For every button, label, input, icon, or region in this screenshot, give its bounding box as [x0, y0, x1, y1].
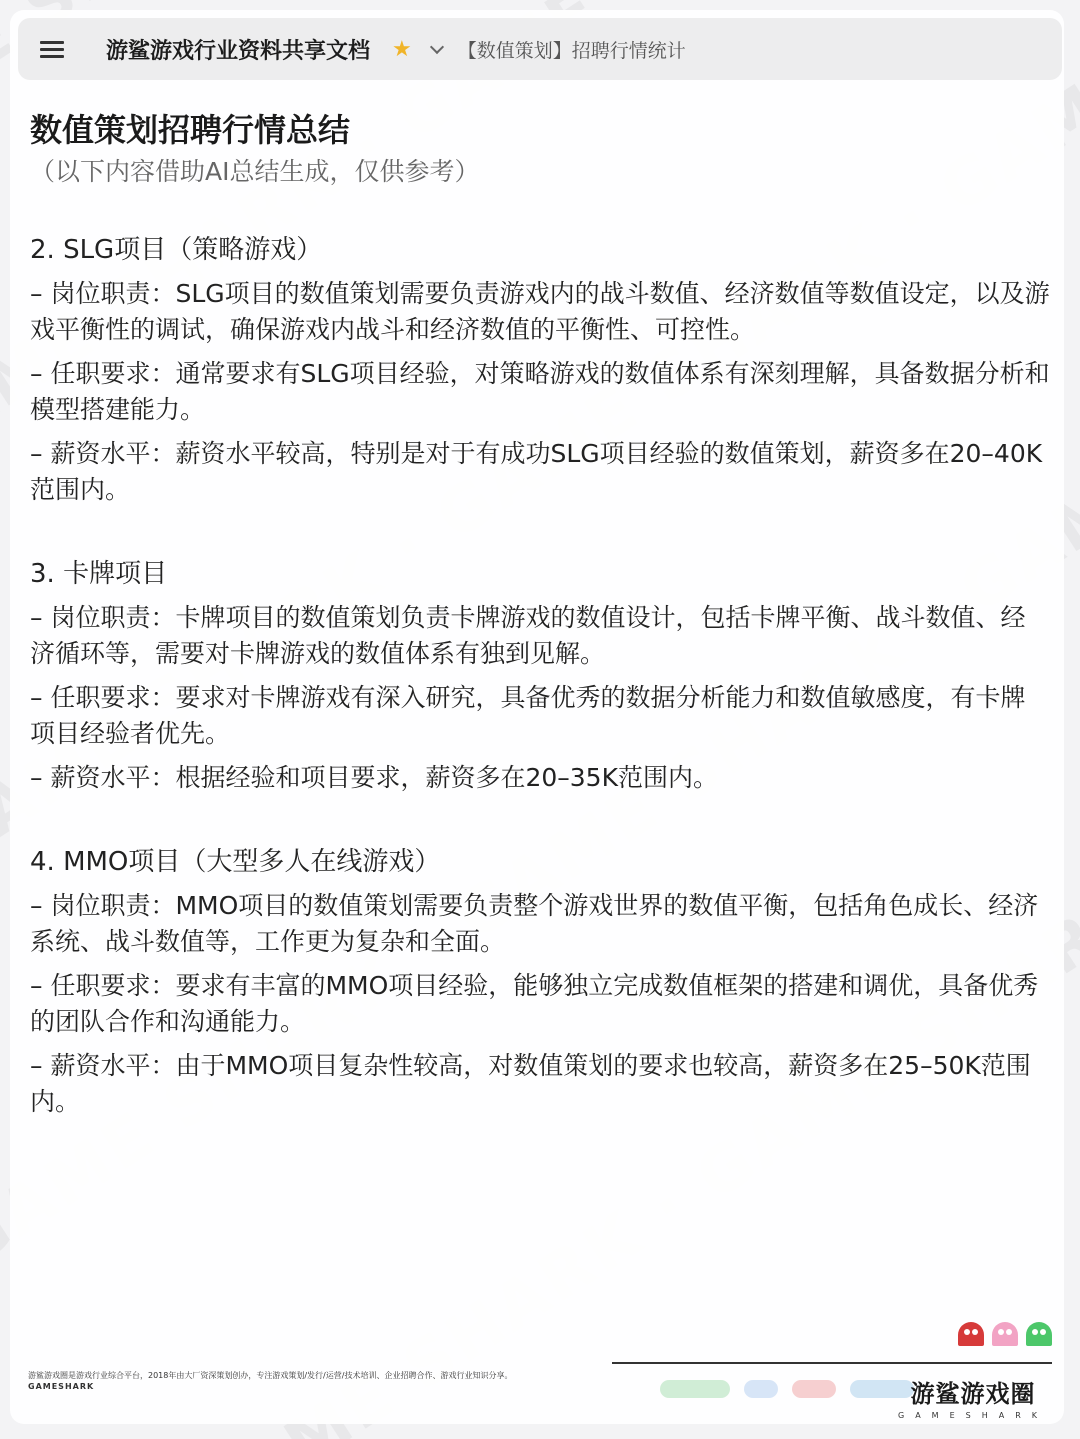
- page-subtitle: （以下内容借助AI总结生成，仅供参考）: [30, 157, 480, 186]
- duty-paragraph: – 岗位职责：卡牌项目的数值策划负责卡牌游戏的数值设计，包括卡牌平衡、战斗数值、经济循环等，需要对卡牌游戏的数值体系有独到见解。: [30, 603, 1026, 668]
- document-content: [30, 108, 1050, 1128]
- requirement-paragraph: – 任职要求：要求有丰富的MMO项目经验，能够独立完成数值框架的搭建和调优，具备优秀的团队合作和沟通能力。: [30, 971, 1039, 1036]
- partner-logo-icon: [744, 1380, 778, 1398]
- brand-logo-cn: 游鲨游戏圈: [910, 1380, 1036, 1408]
- partner-logo-icon: [660, 1380, 730, 1398]
- divider: [612, 1362, 1052, 1364]
- salary-paragraph: – 薪资水平：薪资水平较高，特别是对于有成功SLG项目经验的数值策划，薪资多在20–40K范围内。: [30, 439, 1043, 504]
- section-title: 3. 卡牌项目: [30, 559, 168, 589]
- brand-logo: [898, 1374, 1048, 1420]
- hamburger-menu-icon[interactable]: [40, 39, 66, 59]
- footer-logo-area: [612, 1322, 1052, 1422]
- salary-paragraph: – 薪资水平：根据经验和项目要求，薪资多在20–35K范围内。: [30, 763, 718, 792]
- section-title: 2. SLG项目（策略游戏）: [30, 235, 323, 265]
- salary-paragraph: – 薪资水平：由于MMO项目复杂性较高，对数值策划的要求也较高，薪资多在25–50K范围内。: [30, 1051, 1031, 1116]
- section-slg: [30, 232, 1050, 508]
- section-title: 4. MMO项目（大型多人在线游戏）: [30, 847, 441, 877]
- star-icon[interactable]: ★: [392, 36, 412, 62]
- doc-path[interactable]: 【数值策划】招聘行情统计: [457, 39, 686, 62]
- green-ghost-icon: [1026, 1322, 1052, 1346]
- duty-paragraph: – 岗位职责：MMO项目的数值策划需要负责整个游戏世界的数值平衡，包括角色成长、经济系统、战斗数值等，工作更为复杂和全面。: [30, 891, 1039, 956]
- section-mmo: [30, 844, 1050, 1120]
- footer-brand: GAMESHARK: [28, 1382, 95, 1391]
- duty-paragraph: – 岗位职责：SLG项目的数值策划需要负责游戏内的战斗数值、经济数值等数值设定，以及游戏平衡性的调试，确保游戏内战斗和经济数值的平衡性、可控性。: [30, 279, 1050, 344]
- partner-logo-icon: [792, 1380, 836, 1398]
- partner-logos: [660, 1380, 914, 1398]
- top-bar: [18, 18, 1062, 80]
- pink-ghost-icon: [992, 1322, 1018, 1346]
- requirement-paragraph: – 任职要求：通常要求有SLG项目经验，对策略游戏的数值体系有深刻理解，具备数据分析和模型搭建能力。: [30, 359, 1050, 424]
- section-card: [30, 556, 1050, 796]
- ghost-icons: [958, 1322, 1052, 1346]
- footer-description: 游鲨游戏圈是游戏行业综合平台，2018年由大厂资深策划创办，专注游戏策划/发行/运营/技术培训、企业招聘合作、游戏行业知识分享。: [28, 1371, 513, 1380]
- red-ghost-icon: [958, 1322, 984, 1346]
- requirement-paragraph: – 任职要求：要求对卡牌游戏有深入研究，具备优秀的数据分析能力和数值敏感度，有卡牌项目经验者优先。: [30, 683, 1026, 748]
- chevron-down-icon[interactable]: [430, 39, 444, 53]
- page-title: 数值策划招聘行情总结: [30, 111, 351, 149]
- app-title: 游鲨游戏行业资料共享文档: [106, 38, 371, 64]
- brand-logo-en: GAMESHARK: [898, 1411, 1048, 1420]
- footer-info: [28, 1370, 512, 1392]
